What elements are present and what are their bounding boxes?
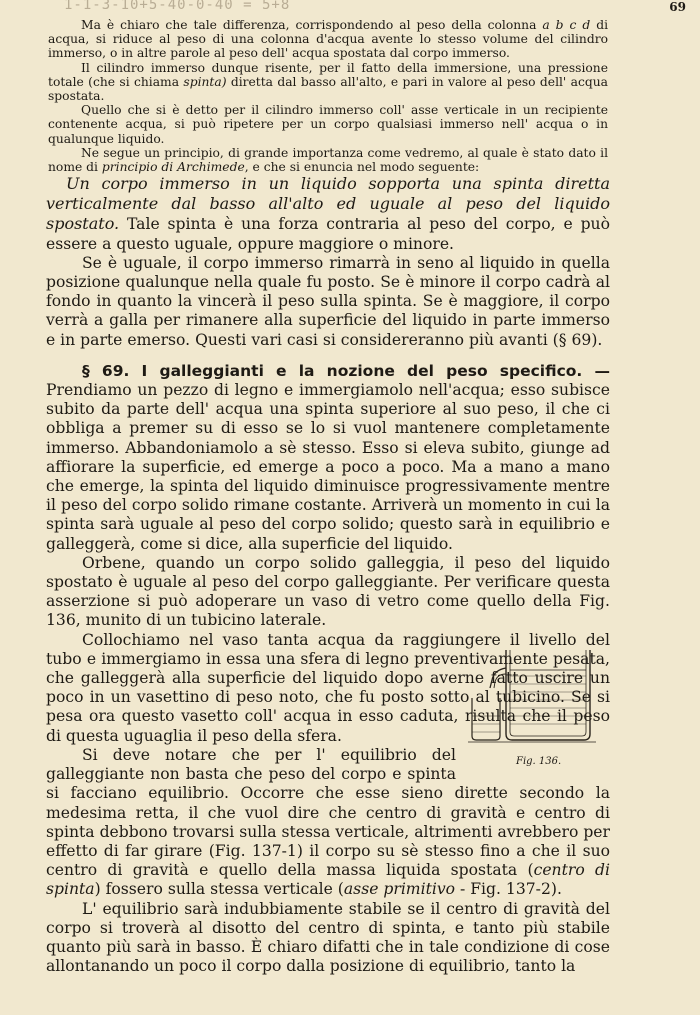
paragraph-collochiamo: Collochiamo nel vaso tanta acqua da raggiungere il livello del tubo e immergiamo in essa una sfera di legno preventivamente pesata, che galleggerà alla superficie del liquido dopo averne fatto uscire un poco in un vasettino di peso noto, che fu posto sotto al tubicino. Se si pesa ora questo vasetto coll' acqua in esso caduta, risulta che il peso di questa uguaglia il peso della sfera. [46, 630, 610, 745]
paragraph-differenza: Ma è chiaro che tale differenza, corrispondendo al peso della colonna a b c d di acqua, si riduce al peso di una colonna d'acqua avente lo stesso volume del cilindro immerso, o in altre parole al peso dell' acqua spostata dal corpo immerso. [48, 18, 608, 61]
paragraph-orbene: Orbene, quando un corpo solido galleggia, il peso del liquido spostato è uguale al peso del corpo galleggiante. Per verificare questa asserzione si può adoperare un vaso di vetro come quello della Fig. 136, munito di un tubicino laterale. [46, 553, 610, 630]
paragraph-stabile: L' equilibrio sarà indubbiamente stabile se il centro di gravità del corpo si troverà al disotto del centro di spinta, e tanto più stabile quanto più sarà in basso. È chiaro difatti che in tale condizione di cose allontanando un poco il corpo dalla posizione di equilibrio, tanto la [46, 899, 610, 976]
page-number: 69 [669, 0, 686, 14]
overflow-vessel-diagram [466, 636, 606, 766]
paragraph-cases: Se è uguale, il corpo immerso rimarrà in seno al liquido in quella posizione qualunque nella quale fu posto. Se è minore il corpo cadrà al fondo in quanto la vincerà il peso sulla spinta. Se è maggiore, il corpo verrà a galla per rimanere alla superficie del liquido in parte immerso e in parte emerso. Questi vari casi si considereranno più avanti (§ 69). [46, 253, 610, 349]
paragraph-corpo-qualsiasi: Quello che si è detto per il cilindro immerso coll' asse verticale in un recipiente contenente acqua, si può ripetere per un corpo qualsiasi immerso nell' acqua o in qualunque liquido. [48, 103, 608, 146]
paragraph-principio: Ne segue un principio, di grande importanza come vedremo, al quale è stato dato il nome di principio di Archimede, e che si enuncia nel modo seguente: [48, 145, 608, 175]
section-69: § 69. I galleggianti e la nozione del peso specifico. — Prendiamo un pezzo di legno e immergiamolo nell'acqua; esso subisce subito da parte dell' acqua una spinta superiore al suo peso, il che ci obbliga a premer su di esso se lo si vuol mantenere completamente immerso. Abbandoniamolo a sè stesso. Esso si eleva subito, giunge ad affiorare la superficie, ed emerge a poco a poco. Ma a mano a mano che emerge, la spinta del liquido diminuisce progressivamente mentre il peso del corpo solido rimane costante. Arriverà un momento in cui la spinta sarà uguale al peso del corpo solido; questo sarà in equilibrio e galleggerà, come si dice, alla superficie del liquido. [46, 361, 610, 553]
paragraph-spinta: Il cilindro immerso dunque risente, per il fatto della immersione, una pressione totale (che si chiama spinta) diretta dal basso all'alto, e pari in valore al peso dell' acqua spostata. [48, 60, 608, 104]
small-print-section [48, 18, 608, 174]
archimedes-principle: Un corpo immerso in un liquido sopporta una spinta diretta verticalmente dal basso all'alto ed uguale al peso del liquido spostato. Tale spinta è una forza contraria al peso del corpo, e può essere a questo uguale, oppure maggiore o minore. [46, 174, 610, 253]
figure-136 [466, 636, 606, 768]
paragraph-equilibrio: Si deve notare che per l' equilibrio del galleggiante non basta che peso del corpo e spinta si facciano equilibrio. Occorre che esse sieno dirette secondo la medesima retta, il che vuol dire che centro di gravità e centro di spinta debbono trovarsi sulla stessa verticale, altrimenti avrebbero per effetto di far girare (Fig. 137-1) il corpo su sè stesso fino a che il suo centro di gravità e quello della massa liquida spostata (centro di spinta) fossero sulla stessa verticale (asse primitivo - Fig. 137-2). [46, 745, 610, 899]
large-print-section [46, 174, 610, 976]
section-title: § 69. I galleggianti e la nozione del peso specifico. — [82, 361, 610, 380]
figure-caption: Fig. 136. [516, 755, 562, 767]
pencil-annotation: 1-1-3-10+5-40-0-40 = 5+8 [64, 0, 291, 13]
